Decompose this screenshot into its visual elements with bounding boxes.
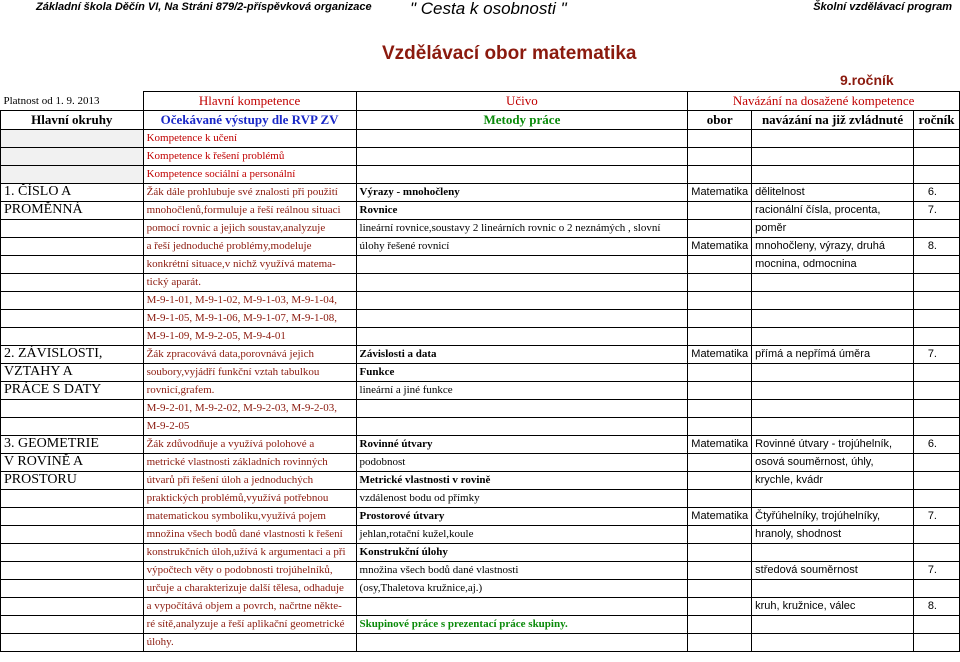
outcome-cell: pomocí rovnic a jejich soustav,analyzuje (143, 219, 356, 237)
linked-cell (752, 147, 914, 165)
subject-cell (688, 129, 752, 147)
area-cell (1, 633, 144, 651)
outcome-cell: a řeší jednoduché problémy,modeluje (143, 237, 356, 255)
outcome-cell: praktických problémů,využívá potřebnou (143, 489, 356, 507)
linked-cell: Čtyřúhelníky, trojúhelníky, (752, 507, 914, 525)
linked-cell (752, 489, 914, 507)
linked-cell (752, 165, 914, 183)
subject-cell (688, 597, 752, 615)
subject-cell (688, 399, 752, 417)
year-cell (914, 525, 960, 543)
area-cell (1, 579, 144, 597)
linked-cell (752, 309, 914, 327)
table-row (1, 453, 960, 471)
year-cell: 7. (914, 345, 960, 363)
linked-cell: Rovinné útvary - trojúhelník, (752, 435, 914, 453)
subject-cell: Matematika (688, 345, 752, 363)
outcome-cell: Žák dále prohlubuje své znalosti při použití (143, 183, 356, 201)
curriculum-cell: Metrické vlastnosti v rovině (356, 471, 688, 489)
subject-cell (688, 489, 752, 507)
subject-cell (688, 363, 752, 381)
outcome-cell: M-9-2-05 (143, 417, 356, 435)
year-cell (914, 327, 960, 345)
year-cell (914, 633, 960, 651)
outcome-cell: výpočtech věty o podobnosti trojúhelníků, (143, 561, 356, 579)
outcome-cell: metrické vlastnosti základních rovinných (143, 453, 356, 471)
linked-cell (752, 543, 914, 561)
area-cell (1, 237, 144, 255)
table-row (1, 525, 960, 543)
subject-cell (688, 327, 752, 345)
competence-item: Kompetence sociální a personální (143, 165, 356, 183)
outcome-cell: útvarů při řešení úloh a jednoduchých (143, 471, 356, 489)
outcome-cell: určuje a charakterizuje další tělesa, odhaduje (143, 579, 356, 597)
table-row (1, 399, 960, 417)
linked-cell: poměr (752, 219, 914, 237)
table-row (1, 633, 960, 651)
subject-cell (688, 633, 752, 651)
linked-cell (752, 129, 914, 147)
year-cell (914, 381, 960, 399)
year-cell (914, 273, 960, 291)
area-cell: 3. GEOMETRIE (1, 435, 144, 453)
curriculum-cell: lineární a jiné funkce (356, 381, 688, 399)
area-cell (1, 525, 144, 543)
curriculum-cell (356, 327, 688, 345)
year-cell: 8. (914, 237, 960, 255)
table-row (1, 327, 960, 345)
curriculum-cell: Skupinové práce s prezentací práce skupiny. (356, 615, 688, 633)
curriculum-cell: Rovinné útvary (356, 435, 688, 453)
outcome-cell: tický aparát. (143, 273, 356, 291)
subject-cell (688, 615, 752, 633)
subject-cell (688, 255, 752, 273)
linked-cell: mocnina, odmocnina (752, 255, 914, 273)
area-cell (1, 543, 144, 561)
subject-cell: Matematika (688, 183, 752, 201)
subject-cell (688, 417, 752, 435)
subject-cell (688, 273, 752, 291)
school-name: Základní škola Děčín VI, Na Stráni 879/2-příspěvková organizace (36, 1, 372, 13)
table-row (1, 237, 960, 255)
table-row (1, 255, 960, 273)
linked-cell (752, 417, 914, 435)
year-cell (914, 309, 960, 327)
subject-cell (688, 543, 752, 561)
table-row (1, 291, 960, 309)
linked-cell: hranoly, shodnost (752, 525, 914, 543)
linked-cell (752, 579, 914, 597)
year-cell (914, 255, 960, 273)
valid-from: Platnost od 1. 9. 2013 (3, 94, 100, 107)
area-cell: PROSTORU (1, 471, 144, 489)
competence-row (1, 147, 960, 165)
table-row (1, 273, 960, 291)
curriculum-cell (356, 129, 688, 147)
table-row (1, 615, 960, 633)
area-cell (1, 309, 144, 327)
subject-cell (688, 147, 752, 165)
linked-cell: dělitelnost (752, 183, 914, 201)
table-row (1, 381, 960, 399)
linked-cell (752, 273, 914, 291)
curriculum-cell (356, 399, 688, 417)
year-cell: 7. (914, 561, 960, 579)
year-cell (914, 129, 960, 147)
head-areas: Hlavní okruhy (1, 110, 144, 129)
curriculum-cell: Prostorové útvary (356, 507, 688, 525)
head-curriculum: Učivo (356, 92, 688, 111)
year-cell (914, 579, 960, 597)
area-cell (1, 291, 144, 309)
year-cell (914, 417, 960, 435)
area-cell: PRÁCE S DATY (1, 381, 144, 399)
head-year: ročník (914, 110, 960, 129)
curriculum-cell: vzdálenost bodu od přímky (356, 489, 688, 507)
subject-cell: Matematika (688, 237, 752, 255)
outcome-cell: M-9-2-01, M-9-2-02, M-9-2-03, M-9-2-03, (143, 399, 356, 417)
area-cell (1, 147, 144, 165)
year-cell (914, 147, 960, 165)
curriculum-cell: Závislosti a data (356, 345, 688, 363)
subject-cell (688, 579, 752, 597)
subject-cell (688, 561, 752, 579)
linked-cell: osová souměrnost, úhly, (752, 453, 914, 471)
area-cell (1, 255, 144, 273)
table-row (1, 219, 960, 237)
linked-cell (752, 399, 914, 417)
subject-cell (688, 381, 752, 399)
year-cell: 7. (914, 507, 960, 525)
outcome-cell: množina všech bodů dané vlastnosti k řešení (143, 525, 356, 543)
year-cell (914, 489, 960, 507)
curriculum-cell (356, 417, 688, 435)
table-row (1, 597, 960, 615)
year-cell (914, 165, 960, 183)
curriculum-cell (356, 633, 688, 651)
curriculum-cell: Rovnice (356, 201, 688, 219)
table-row (1, 543, 960, 561)
page-header (0, 0, 960, 18)
year-cell: 7. (914, 201, 960, 219)
curriculum-cell: Konstrukční úlohy (356, 543, 688, 561)
table-row (1, 561, 960, 579)
area-cell (1, 507, 144, 525)
page-title: Vzdělávací obor matematika (382, 43, 637, 64)
area-cell (1, 273, 144, 291)
year-cell: 6. (914, 183, 960, 201)
head-subject: obor (688, 110, 752, 129)
curriculum-cell (356, 309, 688, 327)
curriculum-cell: jehlan,rotační kužel,koule (356, 525, 688, 543)
head-linked: navázání na již zvládnuté (752, 110, 914, 129)
table-row (1, 345, 960, 363)
linked-cell (752, 615, 914, 633)
area-cell: V ROVINĚ A (1, 453, 144, 471)
curriculum-cell (356, 291, 688, 309)
head-competences: Hlavní kompetence (143, 92, 356, 111)
outcome-cell: rovnicí,grafem. (143, 381, 356, 399)
year-cell (914, 453, 960, 471)
outcome-cell: konkrétní situace,v nichž využívá matema- (143, 255, 356, 273)
linked-cell (752, 381, 914, 399)
table-row (1, 183, 960, 201)
curriculum-cell: Funkce (356, 363, 688, 381)
curriculum-table (0, 91, 960, 652)
linked-cell: krychle, kvádr (752, 471, 914, 489)
head-methods: Metody práce (356, 110, 688, 129)
outcome-cell: M-9-1-05, M-9-1-06, M-9-1-07, M-9-1-08, (143, 309, 356, 327)
outcome-cell: M-9-1-01, M-9-1-02, M-9-1-03, M-9-1-04, (143, 291, 356, 309)
competence-item: Kompetence k učení (143, 129, 356, 147)
subject-cell (688, 201, 752, 219)
year-cell: 8. (914, 597, 960, 615)
year-cell (914, 291, 960, 309)
outcome-cell: soubory,vyjádří funkční vztah tabulkou (143, 363, 356, 381)
competence-row (1, 129, 960, 147)
linked-cell (752, 291, 914, 309)
linked-cell (752, 327, 914, 345)
curriculum-cell: lineární rovnice,soustavy 2 lineárních rovnic o 2 neznámých , slovní (356, 219, 688, 237)
area-cell: VZTAHY A (1, 363, 144, 381)
table-row (1, 507, 960, 525)
table-row (1, 417, 960, 435)
outcome-cell: mnohočlenů,formuluje a řeší reálnou situaci (143, 201, 356, 219)
header-row-2 (1, 110, 960, 129)
linked-cell: středová souměrnost (752, 561, 914, 579)
subject-cell (688, 525, 752, 543)
table-row (1, 363, 960, 381)
competence-row (1, 165, 960, 183)
linked-cell: kruh, kružnice, válec (752, 597, 914, 615)
program-name: Školní vzdělávací program (813, 1, 952, 13)
subject-cell (688, 471, 752, 489)
area-cell: 1. ČÍSLO A (1, 183, 144, 201)
curriculum-cell (356, 147, 688, 165)
head-links: Navázání na dosažené kompetence (688, 92, 960, 111)
table-row (1, 489, 960, 507)
linked-cell (752, 363, 914, 381)
area-cell (1, 489, 144, 507)
linked-cell: přímá a nepřímá úměra (752, 345, 914, 363)
area-cell (1, 597, 144, 615)
outcome-cell: úlohy. (143, 633, 356, 651)
table-row (1, 471, 960, 489)
outcome-cell: ré sítě,analyzuje a řeší aplikační geometrické (143, 615, 356, 633)
subject-cell: Matematika (688, 435, 752, 453)
area-cell: 2. ZÁVISLOSTI, (1, 345, 144, 363)
header-row-1 (1, 92, 960, 111)
subject-cell (688, 291, 752, 309)
curriculum-cell (356, 273, 688, 291)
outcome-cell: matematickou symboliku,využívá pojem (143, 507, 356, 525)
linked-cell (752, 633, 914, 651)
subject-cell: Matematika (688, 507, 752, 525)
outcome-cell: konstrukčních úloh,užívá k argumentaci a při (143, 543, 356, 561)
curriculum-cell (356, 165, 688, 183)
head-outcomes: Očekávané výstupy dle RVP ZV (143, 110, 356, 129)
subject-cell (688, 309, 752, 327)
subject-cell (688, 219, 752, 237)
area-cell (1, 561, 144, 579)
curriculum-cell: (osy,Thaletova kružnice,aj.) (356, 579, 688, 597)
outcome-cell: a vypočítává objem a povrch, načrtne někte- (143, 597, 356, 615)
outcome-cell: Žák zdůvodňuje a využívá polohové a (143, 435, 356, 453)
table-row (1, 309, 960, 327)
curriculum-cell (356, 597, 688, 615)
competence-item: Kompetence k řešení problémů (143, 147, 356, 165)
linked-cell: racionální čísla, procenta, (752, 201, 914, 219)
grade-label: 9.ročník (840, 72, 894, 88)
curriculum-cell: množina všech bodů dané vlastnosti (356, 561, 688, 579)
area-cell (1, 399, 144, 417)
curriculum-cell: podobnost (356, 453, 688, 471)
subject-cell (688, 165, 752, 183)
area-cell (1, 219, 144, 237)
year-cell (914, 363, 960, 381)
area-cell: PROMĚNNÁ (1, 201, 144, 219)
year-cell: 6. (914, 435, 960, 453)
year-cell (914, 543, 960, 561)
curriculum-cell: Výrazy - mnohočleny (356, 183, 688, 201)
outcome-cell: Žák zpracovává data,porovnává jejich (143, 345, 356, 363)
year-cell (914, 471, 960, 489)
year-cell (914, 615, 960, 633)
table-row (1, 201, 960, 219)
subject-cell (688, 453, 752, 471)
motto: " Cesta k osobnosti " (410, 0, 567, 18)
area-cell (1, 129, 144, 147)
year-cell (914, 219, 960, 237)
area-cell (1, 615, 144, 633)
area-cell (1, 327, 144, 345)
table-row (1, 435, 960, 453)
year-cell (914, 399, 960, 417)
curriculum-cell: úlohy řešené rovnicí (356, 237, 688, 255)
area-cell (1, 417, 144, 435)
table-row (1, 579, 960, 597)
area-cell (1, 165, 144, 183)
linked-cell: mnohočleny, výrazy, druhá (752, 237, 914, 255)
curriculum-cell (356, 255, 688, 273)
outcome-cell: M-9-1-09, M-9-2-05, M-9-4-01 (143, 327, 356, 345)
